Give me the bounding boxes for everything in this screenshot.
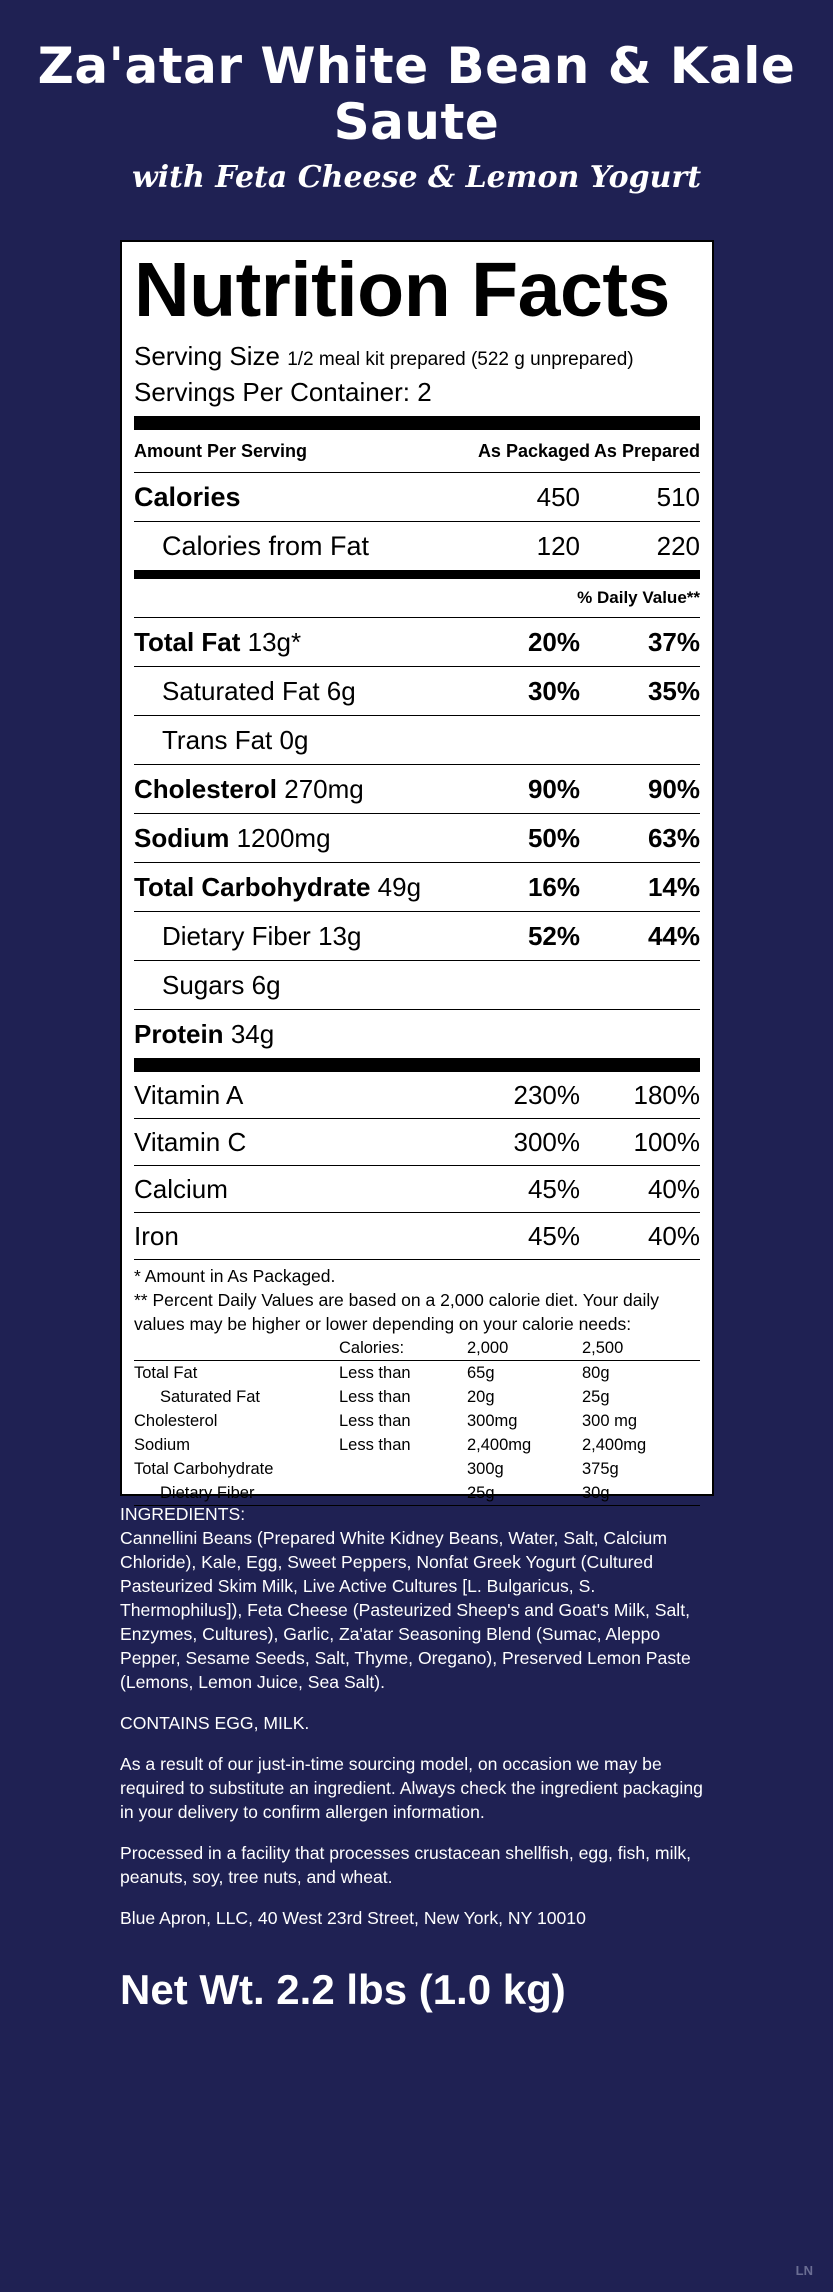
vitamin-name: Calcium xyxy=(134,1173,228,1204)
nutrient-packaged: 20% xyxy=(527,626,580,657)
vitamin-packaged: 300% xyxy=(513,1126,580,1157)
nutrient-row-dietary-fiber xyxy=(134,912,700,961)
vitamin-packaged: 45% xyxy=(527,1220,580,1251)
vitamin-name: Vitamin C xyxy=(134,1126,247,1157)
nutrient-amount: 49g xyxy=(377,871,422,902)
serving-size-label: Serving Size xyxy=(134,341,280,371)
vitamin-packaged: 45% xyxy=(527,1173,580,1204)
calories-from-fat-prepared: 220 xyxy=(656,530,700,561)
nutrient-row-saturated-fat xyxy=(134,667,700,716)
nutrient-row-sugars xyxy=(134,961,700,1010)
nutrition-facts-label xyxy=(120,240,714,1502)
nutrient-packaged: 30% xyxy=(527,675,580,706)
vitamin-prepared: 180% xyxy=(633,1079,700,1110)
nutrient-amount: 13g* xyxy=(247,626,302,657)
table-cell: 30g xyxy=(582,1481,700,1506)
table-cell xyxy=(339,1457,467,1481)
nutrient-name: Cholesterol xyxy=(134,773,278,804)
vitamin-row-iron xyxy=(134,1213,700,1260)
serving-size-value: 1/2 meal kit prepared (522 g unprepared) xyxy=(287,349,634,370)
vitamin-prepared: 40% xyxy=(647,1173,700,1204)
vitamin-row-c xyxy=(134,1119,700,1166)
footnotes xyxy=(134,1264,700,1336)
nutrient-prepared: 14% xyxy=(647,871,700,902)
nutrient-amount: 0g xyxy=(279,724,309,755)
vitamin-name: Vitamin A xyxy=(134,1079,244,1110)
nutrient-prepared: 35% xyxy=(647,675,700,706)
nutrient-name: Trans Fat xyxy=(162,724,273,755)
nutrient-amount: 6g xyxy=(326,675,356,706)
divider-medium xyxy=(134,570,700,579)
vitamin-prepared: 100% xyxy=(633,1126,700,1157)
nutrient-prepared: 44% xyxy=(647,920,700,951)
table-row xyxy=(134,1457,700,1481)
nutrient-name: Protein xyxy=(134,1018,224,1049)
nutrient-row-sodium xyxy=(134,814,700,863)
footnote-daily-values: ** Percent Daily Values are based on a 2,000 calorie diet. Your daily values may be higher or lower depending on your calorie needs: xyxy=(134,1290,660,1334)
allergen-contains: CONTAINS EGG, MILK. xyxy=(120,1713,310,1733)
vitamin-prepared: 40% xyxy=(647,1220,700,1251)
table-cell: Less than xyxy=(339,1412,411,1430)
recipe-subtitle: with Feta Cheese & Lemon Yogurt xyxy=(131,160,702,195)
nutrient-name: Dietary Fiber xyxy=(162,920,311,951)
table-cell: Saturated Fat xyxy=(160,1388,260,1406)
table-cell: 2,400mg xyxy=(467,1436,532,1454)
footnote-as-packaged: * Amount in As Packaged. xyxy=(134,1266,336,1286)
nutrient-amount: 6g xyxy=(251,969,281,1000)
nutrient-row-total-fat xyxy=(134,618,700,667)
net-weight: Net Wt. 2.2 lbs (1.0 kg) xyxy=(120,1966,566,2013)
nutrient-packaged: 50% xyxy=(527,822,580,853)
table-cell: 300g xyxy=(467,1460,504,1478)
calories-label: Calories xyxy=(134,481,241,512)
column-header-row xyxy=(134,430,700,473)
nutrient-prepared: 90% xyxy=(647,773,700,804)
daily-value-label: % Daily Value** xyxy=(577,588,700,607)
nutrient-amount: 270mg xyxy=(284,773,364,804)
facility-notice: Processed in a facility that processes crustacean shellfish, egg, fish, milk, peanuts, soy, tree nuts, and wheat. xyxy=(120,1843,692,1887)
table-cell: Cholesterol xyxy=(134,1412,218,1430)
nutrient-name: Sugars xyxy=(162,969,245,1000)
calories-from-fat-packaged: 120 xyxy=(536,530,580,561)
ingredients-heading: INGREDIENTS: xyxy=(120,1504,246,1524)
col-as-prepared: As Prepared xyxy=(593,440,700,461)
vitamin-row-calcium xyxy=(134,1166,700,1213)
table-cell: 80g xyxy=(582,1364,610,1382)
daily-value-header xyxy=(134,579,700,618)
calories-from-fat-label: Calories from Fat xyxy=(162,530,370,561)
table-row xyxy=(134,1385,700,1409)
divider-thick xyxy=(134,416,700,430)
calories-prepared: 510 xyxy=(656,481,700,512)
calories-packaged: 450 xyxy=(536,481,580,512)
table-cell: 375g xyxy=(582,1460,619,1478)
table-cell: Total Fat xyxy=(134,1364,198,1382)
table-cell: 25g xyxy=(582,1388,610,1406)
nutrient-row-trans-fat xyxy=(134,716,700,765)
nutrient-packaged: 16% xyxy=(527,871,580,902)
calories-row xyxy=(134,473,700,522)
amount-per-serving: Amount Per Serving xyxy=(134,440,308,461)
nutrition-facts-heading: Nutrition Facts xyxy=(134,247,670,333)
nutrient-prepared: 63% xyxy=(647,822,700,853)
nutrient-row-protein xyxy=(134,1010,700,1058)
table-row xyxy=(134,1409,700,1433)
ingredients-section xyxy=(120,1502,714,1947)
table-cell: Dietary Fiber xyxy=(134,1481,339,1506)
table-row xyxy=(134,1433,700,1457)
nutrient-packaged: 90% xyxy=(527,773,580,804)
cal-2000: 2,000 xyxy=(467,1336,582,1361)
table-cell: Less than xyxy=(339,1364,411,1382)
watermark: LN xyxy=(795,2263,813,2278)
nutrient-name: Total Carbohydrate xyxy=(134,871,371,902)
table-cell: Total Carbohydrate xyxy=(134,1460,274,1478)
nutrient-packaged: 52% xyxy=(527,920,580,951)
nutrient-amount: 1200mg xyxy=(236,822,331,853)
nutrient-prepared: 37% xyxy=(647,626,700,657)
table-row xyxy=(134,1336,700,1361)
table-cell: Sodium xyxy=(134,1436,190,1454)
table-cell: 25g xyxy=(467,1481,582,1506)
serving-size xyxy=(134,340,700,376)
table-cell: 20g xyxy=(467,1388,495,1406)
recipe-title: Za'atar White Bean & Kale Saute xyxy=(37,37,796,151)
ingredients-list: Cannellini Beans (Prepared White Kidney Beans, Water, Salt, Calcium Chloride), Kale, Egg, Sweet Peppers, Nonfat Greek Yogurt (Cultured Pasteurized Skim Milk, Live Active Cultures [L. Bulgaricus, S. Thermophilus]), Feta Cheese (Pasteurized Sheep's and Goat's Milk, Salt, Enzymes, Cultures), Garlic, Za'atar Seasoning Blend (Sumac, Aleppo Pepper, Sesame Seeds, Salt, Thyme, Oregano), Preserved Lemon Paste (Lemons, Lemon Juice, Sea Salt). xyxy=(120,1528,691,1692)
vitamin-name: Iron xyxy=(134,1220,179,1251)
cal-2500: 2,500 xyxy=(582,1336,700,1361)
sourcing-notice: As a result of our just-in-time sourcing model, on occasion we may be required to substitute an ingredient. Always check the ingredient packaging in your delivery to confirm allergen information. xyxy=(120,1754,703,1822)
nutrient-row-total-carbohydrate xyxy=(134,863,700,912)
nutrient-amount: 34g xyxy=(230,1018,275,1049)
company-address: Blue Apron, LLC, 40 West 23rd Street, New York, NY 10010 xyxy=(120,1908,586,1928)
divider-thick xyxy=(134,1058,700,1072)
vitamin-row-a xyxy=(134,1072,700,1119)
vitamin-packaged: 230% xyxy=(513,1079,580,1110)
nutrient-row-cholesterol xyxy=(134,765,700,814)
table-cell: 2,400mg xyxy=(582,1436,647,1454)
table-cell: 300mg xyxy=(467,1412,518,1430)
nutrient-amount: 13g xyxy=(318,920,362,951)
nutrient-name: Sodium xyxy=(134,822,230,853)
calories-from-fat-row xyxy=(134,522,700,570)
nutrient-name: Saturated Fat xyxy=(162,675,320,706)
calories-label: Calories: xyxy=(339,1336,467,1361)
col-as-packaged: As Packaged xyxy=(477,440,590,461)
table-cell: Less than xyxy=(339,1436,411,1454)
nutrient-name: Total Fat xyxy=(134,626,241,657)
table-cell: Less than xyxy=(339,1388,411,1406)
daily-values-table xyxy=(134,1336,700,1506)
table-row xyxy=(134,1361,700,1386)
table-cell: 65g xyxy=(467,1364,495,1382)
servings-per-container: Servings Per Container: 2 xyxy=(134,377,432,407)
table-cell: 300 mg xyxy=(582,1412,638,1430)
